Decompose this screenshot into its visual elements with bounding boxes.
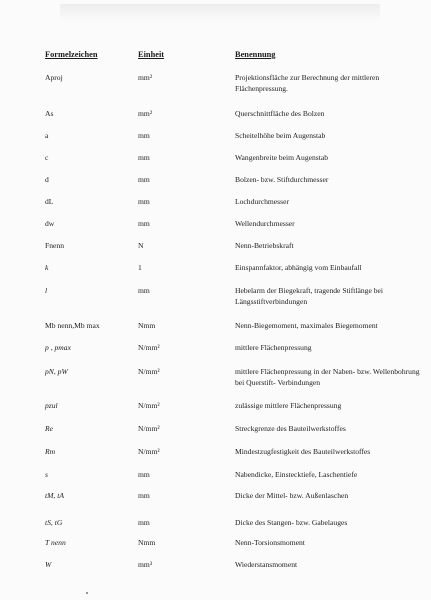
description-cell: Nabendicke, Einstecktiefe, Laschentiefe bbox=[235, 470, 358, 479]
description-cell: Einspannfaktor, abhängig vom Einbaufall bbox=[235, 263, 362, 272]
symbol-cell: a bbox=[45, 131, 49, 140]
unit-cell: mm bbox=[138, 153, 150, 162]
unit-cell: mm bbox=[138, 518, 150, 527]
unit-cell: mm³ bbox=[138, 560, 153, 569]
symbol-cell: pN, pW bbox=[45, 367, 68, 376]
description-cell: Mindestzugfestigkeit des Bauteilwerkstoffes bbox=[235, 447, 371, 456]
description-cell: Querschnittfläche des Bolzen bbox=[235, 109, 325, 118]
symbol-cell: Aproj bbox=[45, 73, 63, 82]
unit-cell: mm² bbox=[138, 109, 153, 118]
unit-cell: mm bbox=[138, 491, 150, 500]
description-cell: Wangenbreite beim Augenstab bbox=[235, 153, 329, 162]
unit-cell: mm bbox=[138, 470, 150, 479]
symbol-cell: c bbox=[45, 153, 49, 162]
description-cell: Nenn-Biegemoment, maximales Biegemoment bbox=[235, 321, 378, 330]
unit-cell: N/mm² bbox=[138, 447, 160, 456]
unit-cell: mm bbox=[138, 131, 150, 140]
unit-cell: mm bbox=[138, 175, 150, 184]
header-unit: Einheit bbox=[138, 50, 165, 59]
symbol-cell: pzul bbox=[45, 401, 58, 410]
symbol-cell: Re bbox=[45, 424, 54, 433]
description-cell: zulässige mittlere Flächenpressung bbox=[235, 401, 342, 410]
unit-cell: N/mm² bbox=[138, 424, 160, 433]
description-cell: mittlere Flächenpressung bbox=[235, 343, 312, 352]
unit-cell: N/mm² bbox=[138, 343, 160, 352]
symbol-cell: Fnenn bbox=[45, 241, 64, 250]
description-cell: Streckgrenze des Bauteilwerkstoffes bbox=[235, 424, 346, 433]
description-cell: mittlere Flächenpressung in der Naben- bzw. Wellenbohrung bei Querstift- Verbindungen bbox=[235, 367, 420, 387]
scan-speck bbox=[86, 592, 88, 594]
unit-cell: N bbox=[138, 241, 144, 250]
symbol-cell: Mb nenn,Mb max bbox=[45, 321, 100, 330]
scan-artifact bbox=[60, 4, 380, 22]
symbol-cell: tS, tG bbox=[45, 518, 63, 527]
symbol-cell: l bbox=[45, 286, 48, 295]
symbol-cell: s bbox=[45, 470, 48, 479]
description-cell: Projektionsfläche zur Berechnung der mittleren Flächenpressung. bbox=[235, 73, 380, 93]
description-cell: Bolzen- bzw. Stiftdurchmesser bbox=[235, 175, 329, 184]
unit-cell: mm bbox=[138, 219, 150, 228]
symbol-cell: tM, tA bbox=[45, 491, 64, 500]
unit-cell: mm bbox=[138, 197, 150, 206]
unit-cell: 1 bbox=[138, 263, 142, 272]
unit-cell: Nmm bbox=[138, 538, 156, 547]
description-cell: Nenn-Betriebskraft bbox=[235, 241, 294, 250]
header-symbol: Formelzeichen bbox=[45, 50, 98, 59]
description-cell: Wiederstansmoment bbox=[235, 560, 298, 569]
description-cell: Lochdurchmesser bbox=[235, 197, 289, 206]
symbol-cell: Rm bbox=[45, 447, 56, 456]
unit-cell: mm bbox=[138, 286, 150, 295]
symbol-cell: T nenn bbox=[45, 538, 66, 547]
unit-cell: N/mm² bbox=[138, 367, 160, 376]
unit-cell: Nmm bbox=[138, 321, 156, 330]
description-cell: Scheitelhöhe beim Augenstab bbox=[235, 131, 326, 140]
symbol-cell: d bbox=[45, 175, 49, 184]
description-cell: Hebelarm der Biegekraft, tragende Stiftlänge bei Längsstiftverbindungen bbox=[235, 286, 384, 306]
description-cell: Nenn-Torsionsmoment bbox=[235, 538, 305, 547]
unit-cell: N/mm² bbox=[138, 401, 160, 410]
description-cell: Dicke des Stangen- bzw. Gabelauges bbox=[235, 518, 348, 527]
symbol-cell: p , pmax bbox=[45, 343, 71, 352]
description-cell: Wellendurchmesser bbox=[235, 219, 295, 228]
symbol-cell: W bbox=[45, 560, 52, 569]
symbol-cell: k bbox=[45, 263, 49, 272]
symbol-cell: dL bbox=[45, 197, 54, 206]
unit-cell: mm² bbox=[138, 73, 153, 82]
symbol-cell: dw bbox=[45, 219, 55, 228]
header-name: Benennung bbox=[235, 50, 276, 59]
symbol-cell: As bbox=[45, 109, 54, 118]
description-cell: Dicke der Mittel- bzw. Außenlaschen bbox=[235, 491, 349, 500]
